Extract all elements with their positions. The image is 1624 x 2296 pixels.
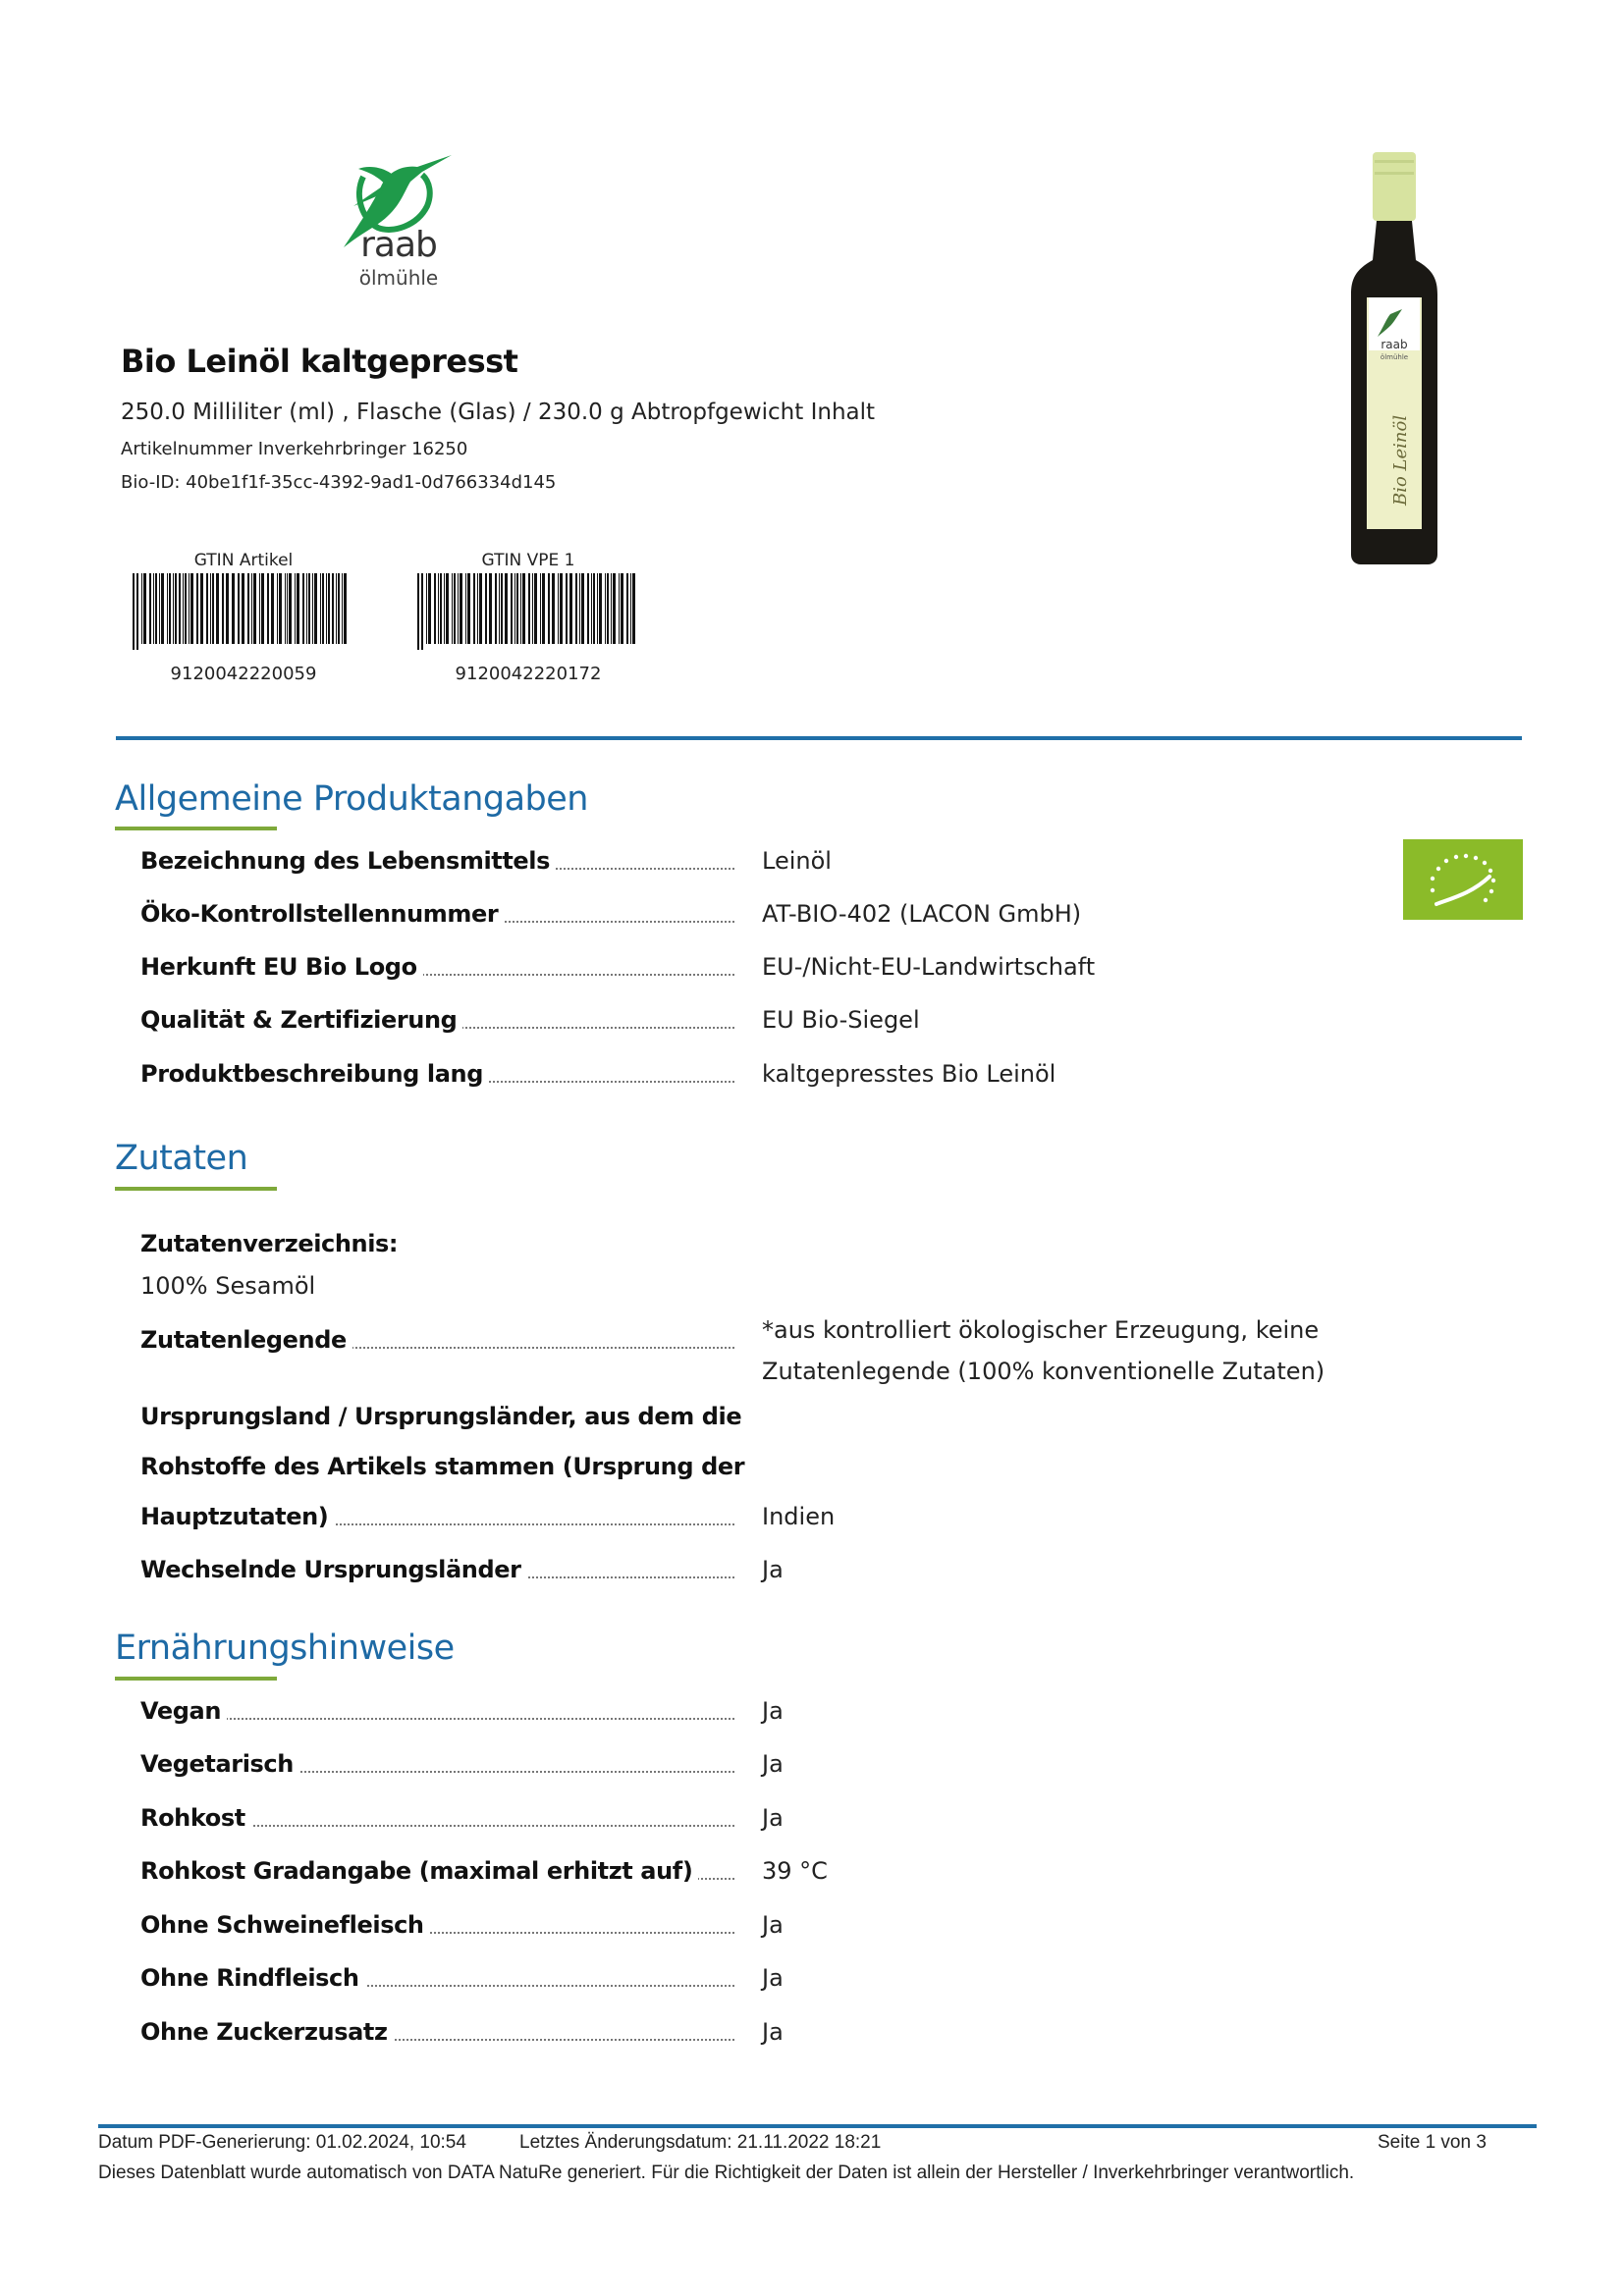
barcode-bar — [332, 573, 334, 644]
barcode-bar — [155, 573, 157, 644]
barcode-bar — [153, 573, 154, 644]
product-title: Bio Leinöl kaltgepresst — [121, 343, 518, 380]
barcode-bar — [222, 573, 224, 644]
barcode-bar — [593, 573, 595, 644]
field-label: Hauptzutaten) — [140, 1500, 334, 1533]
barcode-bar — [287, 573, 288, 644]
section-underline — [115, 1187, 277, 1191]
barcode-bar — [259, 573, 260, 644]
field-label: Bezeichnung des Lebensmittels — [140, 844, 556, 878]
field-value: Ja — [762, 1911, 784, 1939]
barcode-bar — [279, 573, 282, 644]
barcode-bar — [342, 573, 343, 644]
barcode-bar — [261, 573, 264, 644]
barcode-bar — [632, 573, 635, 644]
field-value: kaltgepresstes Bio Leinöl — [762, 1060, 1056, 1088]
header-divider — [116, 736, 1522, 740]
field-label: Vegetarisch — [140, 1747, 299, 1781]
barcode-label: GTIN VPE 1 — [481, 551, 575, 570]
barcode-bar — [212, 573, 214, 644]
barcode-bar — [434, 573, 436, 644]
barcode-bar — [277, 573, 278, 644]
field-row — [140, 1553, 1417, 1592]
barcode-bar — [473, 573, 475, 644]
field-row — [140, 1854, 1417, 1894]
barcode-bar — [621, 573, 623, 644]
eu-organic-logo — [1403, 839, 1523, 920]
field-row — [140, 1747, 1417, 1787]
barcode-bar — [446, 573, 449, 644]
field-label: Rohkost Gradangabe (maximal erhitzt auf) — [140, 1854, 698, 1888]
barcode-bar — [267, 573, 269, 644]
barcode-bar — [251, 573, 252, 644]
barcode-bar — [149, 573, 151, 644]
section-underline — [115, 827, 277, 830]
barcode-bar — [501, 573, 503, 644]
footer-divider — [98, 2124, 1537, 2128]
ingredients-list-value: 100% Sesamöl — [140, 1272, 316, 1300]
barcode-bar — [167, 573, 168, 644]
barcode-bar — [312, 573, 313, 644]
barcode-bar — [542, 573, 545, 644]
barcode-bar — [516, 573, 518, 644]
barcode-bar — [528, 573, 530, 644]
field-label: Rohkost — [140, 1801, 251, 1835]
field-row — [140, 1908, 1417, 1948]
barcode-bar — [514, 573, 515, 644]
barcode-bar — [175, 573, 177, 644]
field-value: Indien — [762, 1503, 836, 1530]
barcode-bar — [253, 573, 256, 644]
barcode-bar — [143, 573, 146, 644]
barcode-bar — [328, 573, 330, 644]
field-label: Ohne Zuckerzusatz — [140, 2015, 394, 2049]
barcode-bar — [575, 573, 577, 644]
footer-page-number: Seite 1 von 3 — [1378, 2132, 1487, 2153]
barcode-bar — [440, 573, 442, 644]
barcode-number: 9120042220172 — [455, 664, 602, 684]
barcode-bar — [485, 573, 487, 644]
field-value: Ja — [762, 2018, 784, 2046]
barcode-bar — [210, 573, 211, 644]
barcode-bar — [454, 573, 456, 644]
barcode-bar — [206, 573, 208, 644]
footer-changed-date: Letztes Änderungsdatum: 21.11.2022 18:21 — [519, 2132, 882, 2153]
barcode-bar — [141, 573, 142, 644]
barcode-bar — [591, 573, 592, 644]
barcode-bar — [190, 573, 193, 644]
barcode-bar — [159, 573, 160, 644]
field-label: Wechselnde Ursprungsländer — [140, 1553, 527, 1586]
barcode-bar — [477, 573, 478, 644]
bottle-brand-sub: ölmühle — [1380, 353, 1409, 361]
barcode-bar — [242, 573, 244, 644]
barcode-bar — [302, 573, 304, 644]
field-value: Ja — [762, 1804, 784, 1832]
leader-dots — [140, 1718, 734, 1720]
barcode-number: 9120042220059 — [170, 664, 317, 684]
barcode-bar — [271, 573, 274, 644]
field-value-line2: Zutatenlegende (100% konventionelle Zutaten) — [762, 1358, 1326, 1385]
raab-logo — [324, 137, 461, 304]
field-value: EU Bio-Siegel — [762, 1006, 920, 1034]
footer-generated-date: Datum PDF-Generierung: 01.02.2024, 10:54 — [98, 2132, 466, 2153]
field-label: Ohne Schweinefleisch — [140, 1908, 430, 1942]
origin-label-line2: Rohstoffe des Artikels stammen (Ursprung der — [140, 1453, 745, 1480]
barcode-bar — [619, 573, 620, 644]
field-row-legend — [140, 1313, 1417, 1392]
barcode-bar — [421, 573, 423, 650]
barcode-bar — [196, 573, 198, 644]
barcode-bar — [322, 573, 324, 644]
section-title-nutrition: Ernährungshinweise — [115, 1629, 455, 1668]
field-row — [140, 844, 1417, 883]
field-value: Leinöl — [762, 847, 832, 875]
barcode-bar — [200, 573, 203, 644]
barcode-bar — [534, 573, 537, 644]
barcode-bar — [308, 573, 310, 644]
barcode-bar — [336, 573, 337, 644]
bottle-brand: raab — [1380, 338, 1408, 351]
barcode-bar — [558, 573, 559, 644]
barcode-bar — [548, 573, 550, 644]
footer-disclaimer: Dieses Datenblatt wurde automatisch von DATA NatuRe generiert. Für die Richtigkeit der Daten ist allein der Hersteller / Inverkehrbringer verantwortlich. — [98, 2163, 1355, 2183]
barcode-bar — [247, 573, 249, 644]
barcode-bar — [465, 573, 466, 644]
barcode-bar — [289, 573, 292, 644]
field-row — [140, 1694, 1417, 1734]
barcode-bar — [444, 573, 445, 644]
barcode-bar — [232, 573, 235, 644]
field-row — [140, 1057, 1417, 1096]
barcode-bar — [599, 573, 602, 644]
field-row — [140, 1801, 1417, 1841]
barcode-bar — [338, 573, 340, 644]
barcode-bar — [540, 573, 541, 644]
field-row — [140, 1003, 1417, 1042]
field-value: AT-BIO-402 (LACON GmbH) — [762, 900, 1082, 928]
barcode-bar — [320, 573, 321, 644]
barcode-bar — [452, 573, 453, 644]
barcode-bar — [179, 573, 181, 644]
barcode-bar — [613, 573, 616, 644]
barcode-bar — [607, 573, 609, 644]
barcode-bar — [173, 573, 174, 644]
field-label: Qualität & Zertifizierung — [140, 1003, 462, 1037]
barcode-bar — [495, 573, 497, 644]
barcode-bar — [581, 573, 584, 644]
barcode-bar — [552, 573, 555, 644]
field-row-origin — [140, 1500, 1417, 1539]
section-title-general: Allgemeine Produktangaben — [115, 779, 588, 819]
field-value: Ja — [762, 1964, 784, 1992]
field-label: Ohne Rindfleisch — [140, 1961, 365, 1995]
logo-subtitle: ölmühle — [358, 266, 439, 290]
barcode-bar — [306, 573, 307, 644]
field-value-line1: *aus kontrolliert ökologischer Erzeugung, keine — [762, 1316, 1320, 1344]
barcode-bar — [479, 573, 482, 644]
barcode-bar — [522, 573, 525, 644]
section-title-ingredients: Zutaten — [115, 1139, 248, 1178]
barcode-bar — [579, 573, 580, 644]
field-row — [140, 950, 1417, 989]
barcode-bar — [344, 573, 347, 644]
barcode-bar — [611, 573, 612, 644]
field-value: EU-/Nicht-EU-Landwirtschaft — [762, 953, 1096, 981]
barcode-bar — [630, 573, 631, 644]
barcode-bar — [314, 573, 317, 644]
barcode-bar — [458, 573, 459, 644]
barcode-bar — [136, 573, 138, 650]
barcode-bar — [560, 573, 563, 644]
logo-wordmark: raab — [360, 225, 437, 265]
barcode-bar — [626, 573, 628, 644]
barcode-bar — [185, 573, 187, 644]
field-label: Vegan — [140, 1694, 227, 1728]
barcode-bar — [285, 573, 286, 644]
barcode-gtin-vpe — [415, 550, 641, 685]
barcode-bar — [326, 573, 327, 644]
field-label: Produktbeschreibung lang — [140, 1057, 489, 1091]
barcode-bar — [133, 573, 135, 650]
bottle-product-name: Bio Leinöl — [1390, 414, 1411, 506]
barcode-bar — [605, 573, 606, 644]
barcode-bar — [597, 573, 598, 644]
barcode-bar — [238, 573, 240, 644]
field-label: Herkunft EU Bio Logo — [140, 950, 423, 984]
barcode-bar — [520, 573, 521, 644]
barcode-bar — [428, 573, 431, 644]
barcode-bar — [226, 573, 229, 644]
barcode-bar — [417, 573, 419, 650]
barcode-graphic — [131, 573, 356, 650]
barcode-bar — [216, 573, 219, 644]
barcode-bar — [505, 573, 508, 644]
field-row — [140, 2015, 1417, 2055]
barcode-bar — [489, 573, 492, 644]
product-size: 250.0 Milliliter (ml) , Flasche (Glas) / 230.0 g Abtropfgewicht Inhalt — [121, 400, 876, 425]
ingredients-list-label: Zutatenverzeichnis: — [140, 1230, 399, 1257]
barcode-bar — [532, 573, 533, 644]
field-row — [140, 897, 1417, 936]
barcode-bar — [295, 573, 296, 644]
barcode-bar — [426, 573, 427, 644]
barcode-label: GTIN Artikel — [193, 551, 294, 570]
barcode-bar — [460, 573, 462, 644]
barcode-bar — [511, 573, 513, 644]
field-value: Ja — [762, 1750, 784, 1778]
barcode-graphic — [415, 573, 641, 650]
bio-id: Bio-ID: 40be1f1f-35cc-4392-9ad1-0d766334d145 — [121, 472, 557, 493]
origin-label-line1: Ursprungsland / Ursprungsländer, aus dem die — [140, 1403, 742, 1430]
field-value: Ja — [762, 1556, 784, 1583]
barcode-gtin-article — [131, 550, 356, 685]
product-bottle-image — [1345, 152, 1443, 564]
barcode-bar — [297, 573, 299, 644]
barcode-bar — [161, 573, 164, 644]
barcode-bar — [566, 573, 568, 644]
barcode-bar — [587, 573, 589, 644]
section-underline — [115, 1677, 277, 1681]
field-label: Öko-Kontrollstellennummer — [140, 897, 504, 931]
field-label: Zutatenlegende — [140, 1323, 352, 1357]
barcode-bar — [569, 573, 572, 644]
barcode-bar — [467, 573, 470, 644]
field-row — [140, 1961, 1417, 2001]
barcode-bar — [438, 573, 439, 644]
article-number: Artikelnummer Inverkehrbringer 16250 — [121, 439, 468, 459]
field-value: 39 °C — [762, 1857, 828, 1885]
barcode-bar — [499, 573, 500, 644]
field-value: Ja — [762, 1697, 784, 1725]
barcode-bar — [183, 573, 184, 644]
barcode-bar — [169, 573, 171, 644]
